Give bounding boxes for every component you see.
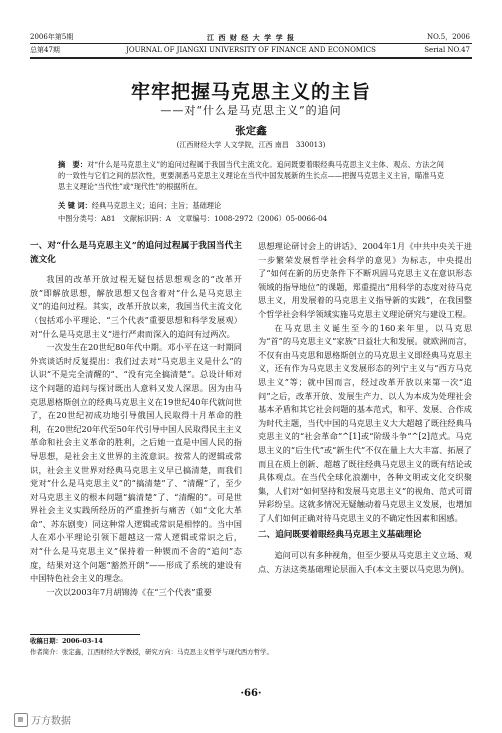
body-paragraph: 我国的改革开放过程无疑包括思想观念的“改革开放”即解放思想，解放思想又包含着对“什么是马克思主义”的追问过程。其实，改革开放以来，我国当代主流文化（包括邓小平理论、“三个代表”重要思想和科学发展观）对“什么是马克思主义”进行严肃而深入的追问有过两次。 [30,274,242,339]
body-paragraph: 追问可以有多种视角，但至少要从马克思主义立场、观点、方法这类基础理论层面入手(本文主要以马克思为例)。 [258,550,472,574]
article-subtitle: ——对“什么是马克思主义”的追问 [160,104,342,117]
issue-number-en: NO.5，2006 [427,33,470,41]
journal-title-cn: 江 西 财 经 大 学 学 报 [206,33,296,42]
abstract-label: 摘 要： [58,160,88,169]
journal-title-en: JOURNAL OF JIANGXI UNIVERSITY OF FINANCE AND ECONOMICS [126,46,376,54]
page-number: ·66· [240,688,262,699]
section-heading-2: 二、追问既要着眼经典马克思主义基础理论 [258,530,422,541]
body-paragraph: 在马克思主义诞生至今的160来年里，以马克思为“首”的马克思主义“家族”日益壮大和发展。就欧洲而言，不仅有由马克思和恩格斯创立的马克思主义即经典马克思主义，还有作为马克思主义发展形态的列宁主义与“西方马克思主义”等；就中国而言，经过改革开放以来第一次“追问”之后，改革开放、发展生产力、以人为本成为处理社会基本矛盾和其它社会问题的基本范式，和平、发展、合作成为时代主题，当代中国的马克思主义大大超越了既往经典马克思主义的“社会革命”^[1]或“阶级斗争”^[2]范式。马克思主义的“后生代”或“新生代”不仅在量上大大丰富、拓展了而且在质上创新、超越了既往经典马克思主义的既有结论或具体观点。在当代全球化浪潮中，各种文明或文化交织聚集，人们对“如何坚持和发展马克思主义”的视角、范式可谓异彩纷呈。这就多情况无疑触动着马克思主义发展，也增加了人们如何正确对待马克思主义的不确定性因素和困感。 [258,322,472,523]
classification-info: 中图分类号：A81 文献标识码：A 文章编号：1008-2972（2006）05-0066-04 [58,214,328,223]
author-affiliation: (江西财经大学 人文学院，江西 南昌 330013) [176,141,326,149]
header-divider-bottom [30,57,472,59]
body-paragraph: 思想理论研讨会上的讲话》、2004年1月《中共中央关于进一步繁荣发展哲学社会科学的意见》为标志，中央提出了“如何在新的历史条件下不断巩固马克思主义在意识形态领域的指导地位”的课题，郑重提出“用科学的态度对待马克思主义，用发展着的马克思主义指导新的实践”，在我国整个哲学社会科学领域实施马克思主义理论研究与建设工程。 [258,241,472,319]
keywords-label: 关 键 词： [58,201,92,210]
wanfang-logo-icon [14,713,28,727]
issue-number: 2006年第5期 [30,33,74,41]
right-column [258,240,472,576]
body-paragraph: 一次以2003年7月胡锦涛《在“三个代表”重要 [46,586,212,597]
watermark [14,712,71,727]
header-divider-top [30,43,472,44]
article-title: 牢牢把握马克思主义的主旨 [130,81,371,103]
left-column [30,240,242,599]
keywords [58,201,444,211]
received-date: 收稿日期：2006-03-14 [30,637,103,645]
abstract [58,159,444,192]
serial-number-en: Serial NO.47 [424,46,470,54]
author-bio: 作者简介：张定鑫，江西财经大学教授，研究方向：马克思主义哲学与现代西方哲学。 [30,648,273,656]
body-paragraph: 一次发生在20世纪80年代中期。邓小平在这一时期同外宾谈话时反复提出：我们过去对“马克思主义是什么”的认识“不是完全清醒的”、“没有完全搞清楚”。总设计师对这个问题的追问与探讨既出人意料又发人深思。因为由马克思恩格斯创立的经典马克思主义在19世纪40年代就问世了，在20世纪初成功地引导俄国人民取得十月革命的胜利，在20世纪20年代至50年代引导中国人民取得民主主义革命和社会主义革命的胜利，之后她一直是中国人民的指导思想，是社会主义世界的主流意识。按常人的逻辑或常识，社会主义世界对经典马克思主义早已搞清楚，而我们党对“什么是马克思主义”的“搞清楚”了、“清醒”了，至少对马克思主义的根本问题“搞清楚”了、“清醒的”。可是世界社会主义实践所经历的严重挫折与痛苦（如“文化大革命”、苏东剧变）同这种常人逻辑或常识是相悖的。当中国人在邓小平理论引领下超越这一常人逻辑或常识之后，对“什么是马克思主义”保持着一种锲而不舍的“追问”态度，结果对这个问题“豁然开朗”——形成了系统的建设有中国特色社会主义的理念。 [30,342,242,584]
section-heading-1: 一、对“什么是马克思主义”的追问过程属于我国当代主流文化 [30,241,242,265]
footnote-divider [30,634,140,635]
author-name: 张定鑫 [235,125,267,137]
keywords-text: 经典马克思主义；追问；主旨；基础理论 [91,201,222,210]
abstract-text: 对“什么是马克思主义”的追问过程属于我国当代主流文化。追问既要着眼经典马克思主义主体、观点、方法之间的一致性与它们之间的层次性，更要洞悉马克思主义理论在当代中国发展新的生长点——把握马克思主义主旨，瞄准马克思主义理论“当代性”或“现代性”的根据所在。 [58,160,444,191]
total-issue-number: 总第47期 [30,46,60,54]
watermark-text: 万方数据 [31,716,71,727]
